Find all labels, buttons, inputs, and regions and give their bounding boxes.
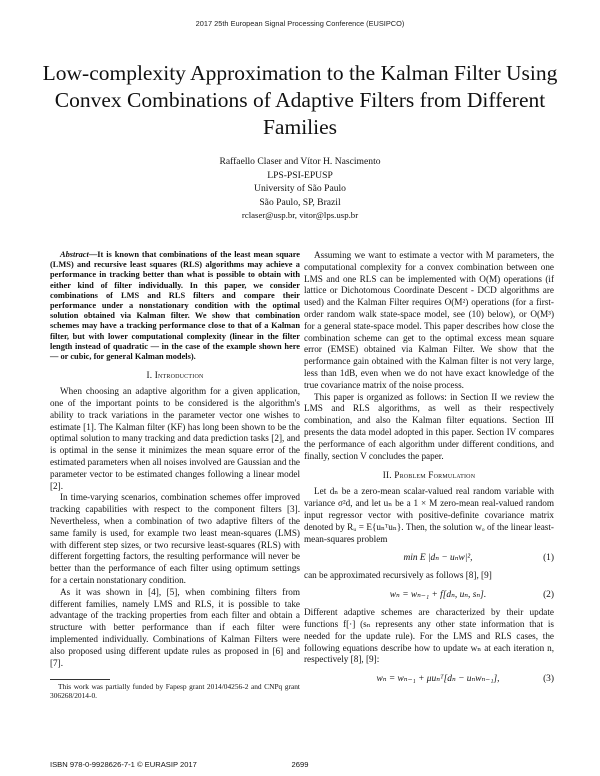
equation-1-body: min E |dₙ − uₙw|², [403,553,473,564]
section-heading-problem-formulation: II. Problem Formulation [382,470,476,481]
author-lab: LPS-PSI-EPUSP [267,169,333,181]
problem-paragraph: Different adaptive schemes are characterized by their update functions f[·] (sₙ represents any other state information that is needed for the update rule). For the LMS and RLS cases, the following equations describe how to update wₙ at each iteration n, respectively [8], [9]: [304,607,554,665]
abstract-label: Abstract [60,250,89,259]
problem-paragraph: can be approximated recursively as follows [8], [9] [304,570,492,581]
section-heading-introduction: I. Introduction [146,370,204,381]
conference-header: 2017 25th European Signal Processing Conference (EUSIPCO) [195,19,405,28]
intro-paragraph: As it was shown in [4], [5], when combining filters from different families, namely LMS and RLS, it is possible to take advantage of the tracking properties from each filter and obtain a structure with better performance than if each filter were implemented individually. Combinations of Kalman Filters were also proposed using different update rules as proposed in [6] and [7]. [50,586,300,668]
author-emails: rclaser@usp.br, vitor@lps.usp.br [241,210,359,221]
right-paragraph: Assuming we want to estimate a vector with M parameters, the computational complexity for a convex combination between one LMS and one RLS can be implemented with O(M) operations (if lattice or Dichotomous Coordinate Descent - DCD algorithms are used) and the Kalman Filter requires O(M²) operations (for a first-order random walk state-space model, see (10) below), or O(M³) for a general state-space model. This paper describes how close the combination scheme can get to the optimal excess mean square error (EMSE) obtained via Kalman Filter. We show that the performance gain obtained with the Kalman filter is not very large, less than 1dB, even when we do not have exact knowledge of the true covariance matrix of the noise process. [304,250,554,390]
problem-paragraph: Let dₙ be a zero-mean scalar-valued real random variable with variance σ²d, and let uₙ be a 1 × M zero-mean real-valued random input regressor vector with positive-definite covariance matrix denoted by Rᵤ = E{uₙᵀuₙ}. Then, the solution wₒ of the linear least-mean-squares problem [304,486,554,544]
author-names: Raffaello Claser and Vítor H. Nascimento [219,156,381,167]
equation-2-number: (2) [543,589,554,600]
author-block [0,155,600,223]
intro-paragraph: When choosing an adaptive algorithm for a given application, one of the important points to be considered is the algorithm's ability to track variations in the parameter vector one wishes to estimate [1]. The Kalman filter (KF) has long been shown to be the optimal solution to many tracking and data prediction tasks [2], and is optimal in the sense it minimizes the mean square error of the estimated parameters when all noises involved are Gaussian and the parameter vector to be estimated changes following a linear model [2]. [50,386,300,491]
intro-paragraph: In time-varying scenarios, combination schemes offer improved tracking capabilities with respect to the component filters [3]. Nevertheless, when a combination of two adaptive filters of the same family is used, for example two least mean-squares (LMS) with different step sizes, or two recursive least-squares (RLS) with different forgetting factors, the resulting performance will never be better than the performance of each filter using optimum settings for a certain nonstationary condition. [50,492,300,585]
equation-1 [304,552,554,563]
equation-3-body: wₙ = wₙ₋₁ + μuₙᵀ[dₙ − uₙwₙ₋₁], [376,674,500,685]
equation-2 [304,589,554,600]
equation-2-body: wₙ = wₙ₋₁ + f[dₙ, uₙ, sₙ]. [389,590,487,601]
left-column [50,250,300,701]
abstract [50,250,300,362]
abstract-text: —It is known that combinations of the least mean square (LMS) and recursive least squares (RLS) algorithms may achieve a performance in tracking better than what is possible to obtain with either kind of filter individually. In this paper, we consider combinations of LMS and RLS filters and compare their performance under a nonstationary condition with the optimal solution obtained via Kalman filter. We show that combination schemes may have a tracking performance close to that of a Kalman filter, but with lower computational complexity (linear in the filter length instead of quadratic — in the case of the example shown here — or cubic, for general Kalman models). [50,250,300,362]
equation-3 [304,673,554,684]
right-paragraph: This paper is organized as follows: in Section II we review the LMS and RLS algorithms, as well as their respectively combination, and also the Kalman filter equations. Section III presents the data model adopted in this paper. Section IV compares the performance of each algorithm under different conditions, and finally, section V concludes the paper. [304,391,554,461]
equation-3-number: (3) [543,673,554,684]
footnote-rule [50,679,110,680]
right-column [304,250,554,691]
page-footer [0,760,600,772]
page-number: 2699 [291,760,309,769]
footer-isbn: ISBN 978-0-9928626-7-1 © EURASIP 2017 [50,760,197,769]
funding-footnote: This work was partially funded by Fapesp grant 2014/04256-2 and CNPq grant 306268/2014-0. [50,682,300,701]
author-city: São Paulo, SP, Brazil [259,196,341,208]
equation-1-number: (1) [543,552,554,563]
paper-title: Low-complexity Approximation to the Kalman Filter Using Convex Combinations of Adaptive Filters from Different Families [42,61,558,139]
author-university: University of São Paulo [254,183,346,195]
